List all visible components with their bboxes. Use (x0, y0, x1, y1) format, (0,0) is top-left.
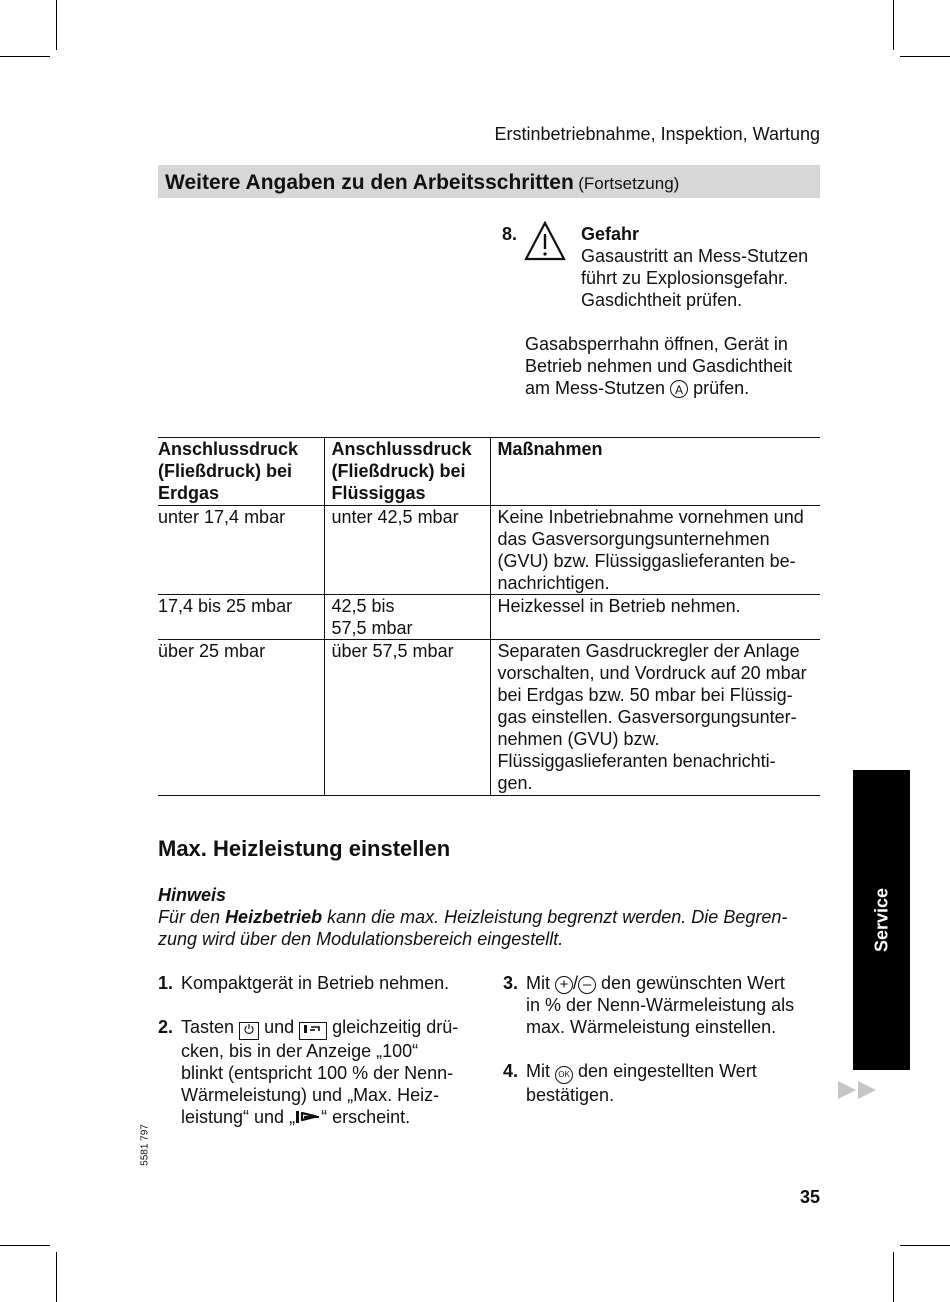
section-title-bar (158, 165, 820, 198)
step-line (526, 972, 820, 994)
note-line (158, 906, 820, 928)
cell-line: gen. (497, 773, 533, 793)
cell-line: 57,5 mbar (331, 618, 413, 638)
cell-line: 17,4 bis 25 mbar (158, 596, 293, 616)
plus-key-icon: + (555, 976, 573, 994)
step-text: Mit (526, 973, 550, 993)
crop-mark (56, 1252, 57, 1302)
warning-line: Gasaustritt an Mess-Stutzen (581, 246, 809, 266)
header-line: Anschlussdruck (331, 439, 472, 459)
table-row (158, 595, 820, 640)
warning-line: führt zu Explosionsgefahr. (581, 268, 789, 288)
cell-fluessiggas (324, 506, 490, 595)
double-arrow-right-icon (836, 1079, 880, 1101)
cell-fluessiggas (324, 595, 490, 640)
step-line: Wärmeleistung) und „Max. Heiz- (181, 1085, 440, 1105)
cell-line: nachrichtigen. (497, 573, 610, 593)
cell-line: Keine Inbetriebnahme vornehmen und (497, 507, 804, 527)
step-text: / (573, 973, 579, 993)
section-continuation: (Fortsetzung) (578, 174, 680, 193)
step-text: Kompaktgerät in Betrieb nehmen. (181, 973, 450, 993)
step-8-body-line (525, 377, 820, 399)
step-8-number: 8. (502, 224, 518, 244)
cell-line: über 25 mbar (158, 641, 266, 661)
note-label: Hinweis (158, 885, 227, 905)
step-number: 1. (158, 973, 174, 993)
cell-massnahmen (490, 640, 820, 796)
step-8-body-text: prüfen. (693, 378, 750, 398)
step-8-body-text: am Mess-Stutzen (525, 378, 666, 398)
note-text: Für den (158, 907, 221, 927)
step-text: gleichzeitig drü- (332, 1017, 459, 1037)
list-item (503, 972, 820, 1038)
table-row (158, 506, 820, 595)
header-line: Anschlussdruck (158, 439, 299, 459)
note-emphasis: Heizbetrieb (225, 907, 323, 927)
step-line: max. Wärmeleistung einstellen. (526, 1017, 777, 1037)
step-line: blinkt (entspricht 100 % der Nenn- (181, 1063, 454, 1083)
cell-line: über 57,5 mbar (331, 641, 454, 661)
header-massnahmen (490, 438, 820, 506)
crop-mark (56, 0, 57, 50)
cell-massnahmen (490, 595, 820, 640)
step-8-body (525, 333, 820, 399)
step-number: 2. (158, 1017, 174, 1037)
table-row (158, 640, 820, 796)
subsection-title: Max. Heizleistung einstellen (158, 836, 451, 861)
table-header-row (158, 438, 820, 506)
crop-mark (900, 56, 950, 57)
step-line (181, 1106, 481, 1128)
cell-line: nehmen (GVU) bzw. (497, 729, 660, 749)
cell-erdgas (158, 640, 324, 796)
list-item (503, 1060, 820, 1104)
cell-erdgas (158, 595, 324, 640)
power-key-icon (239, 1022, 259, 1040)
crop-mark (900, 1245, 950, 1246)
step-text: Tasten (181, 1017, 235, 1037)
step-line: bestätigen. (526, 1085, 615, 1105)
cell-line: gas einstellen. Gasversorgungsunter- (497, 707, 797, 727)
cell-line: unter 42,5 mbar (331, 507, 459, 527)
header-line: Maßnahmen (497, 439, 603, 459)
warning-line: Gasdichtheit prüfen. (581, 290, 743, 310)
minus-key-icon: – (578, 976, 596, 994)
header-line: (Fließdruck) bei (331, 461, 466, 481)
header-fluessiggas (324, 438, 490, 506)
section-title: Weitere Angaben zu den Arbeitsschritten (165, 171, 574, 194)
document-number: 5581 797 (139, 1124, 151, 1166)
ok-key-icon: OK (555, 1066, 573, 1084)
crop-mark (893, 0, 894, 50)
warning-block (581, 223, 821, 311)
cell-erdgas (158, 506, 324, 595)
hot-water-key-icon (299, 1022, 327, 1040)
crop-mark (0, 56, 50, 57)
note-block (158, 884, 820, 950)
header-line: Erdgas (158, 483, 220, 503)
page-number: 35 (799, 1187, 820, 1207)
cell-line: das Gasversorgungsunternehmen (497, 529, 770, 549)
cell-line: unter 17,4 mbar (158, 507, 286, 527)
position-marker-a: A (670, 380, 688, 398)
step-text: und (264, 1017, 295, 1037)
step-line (181, 1016, 481, 1040)
note-line: zung wird über den Modulationsbereich eingestellt. (158, 929, 564, 949)
step-body (526, 972, 820, 1038)
chapter-header: Erstinbetriebnahme, Inspektion, Wartung (494, 124, 820, 144)
list-item (158, 972, 478, 994)
list-item (158, 1016, 478, 1126)
cell-line: Flüssiggaslieferanten benachrichti- (497, 751, 776, 771)
step-number: 3. (503, 973, 519, 993)
step-text: leistung“ und „ (181, 1107, 296, 1127)
cell-line: 42,5 bis (331, 596, 395, 616)
step-body (526, 1060, 820, 1106)
cell-line: vorschalten, und Vordruck auf 20 mbar (497, 663, 807, 683)
step-text: den eingestellten Wert (578, 1061, 757, 1081)
step-8-body-line: Gasabsperrhahn öffnen, Gerät in (525, 334, 788, 354)
step-8-body-line: Betrieb nehmen und Gasdichtheit (525, 356, 793, 376)
cell-fluessiggas (324, 640, 490, 796)
cell-line: Heizkessel in Betrieb nehmen. (497, 596, 741, 616)
step-text: den gewünschten Wert (601, 973, 785, 993)
step-text: “ erscheint. (321, 1107, 411, 1127)
crop-mark (893, 1252, 894, 1302)
cell-massnahmen (490, 506, 820, 595)
step-line: in % der Nenn-Wärmeleistung als (526, 995, 795, 1015)
service-side-tab (853, 770, 910, 1070)
step-body (181, 1016, 481, 1128)
step-text: Mit (526, 1061, 550, 1081)
cell-line: bei Erdgas bzw. 50 mbar bei Flüssig- (497, 685, 793, 705)
warning-triangle-icon (524, 221, 566, 261)
step-number: 4. (503, 1061, 519, 1081)
cell-line: Separaten Gasdruckregler der Anlage (497, 641, 800, 661)
max-heat-symbol-icon (295, 1107, 321, 1127)
note-text: kann die max. Heizleistung begrenzt werden. Die Begren- (327, 907, 788, 927)
header-erdgas (158, 438, 324, 506)
step-line (526, 1060, 820, 1084)
connection-pressure-table (158, 437, 820, 796)
crop-mark (0, 1245, 50, 1246)
header-line: Flüssiggas (331, 483, 426, 503)
cell-line: (GVU) bzw. Flüssiggaslieferanten be- (497, 551, 796, 571)
header-line: (Fließdruck) bei (158, 461, 293, 481)
warning-title: Gefahr (581, 224, 640, 244)
side-tab-label: Service (871, 887, 891, 953)
step-line: cken, bis in der Anzeige „100“ (181, 1041, 419, 1061)
